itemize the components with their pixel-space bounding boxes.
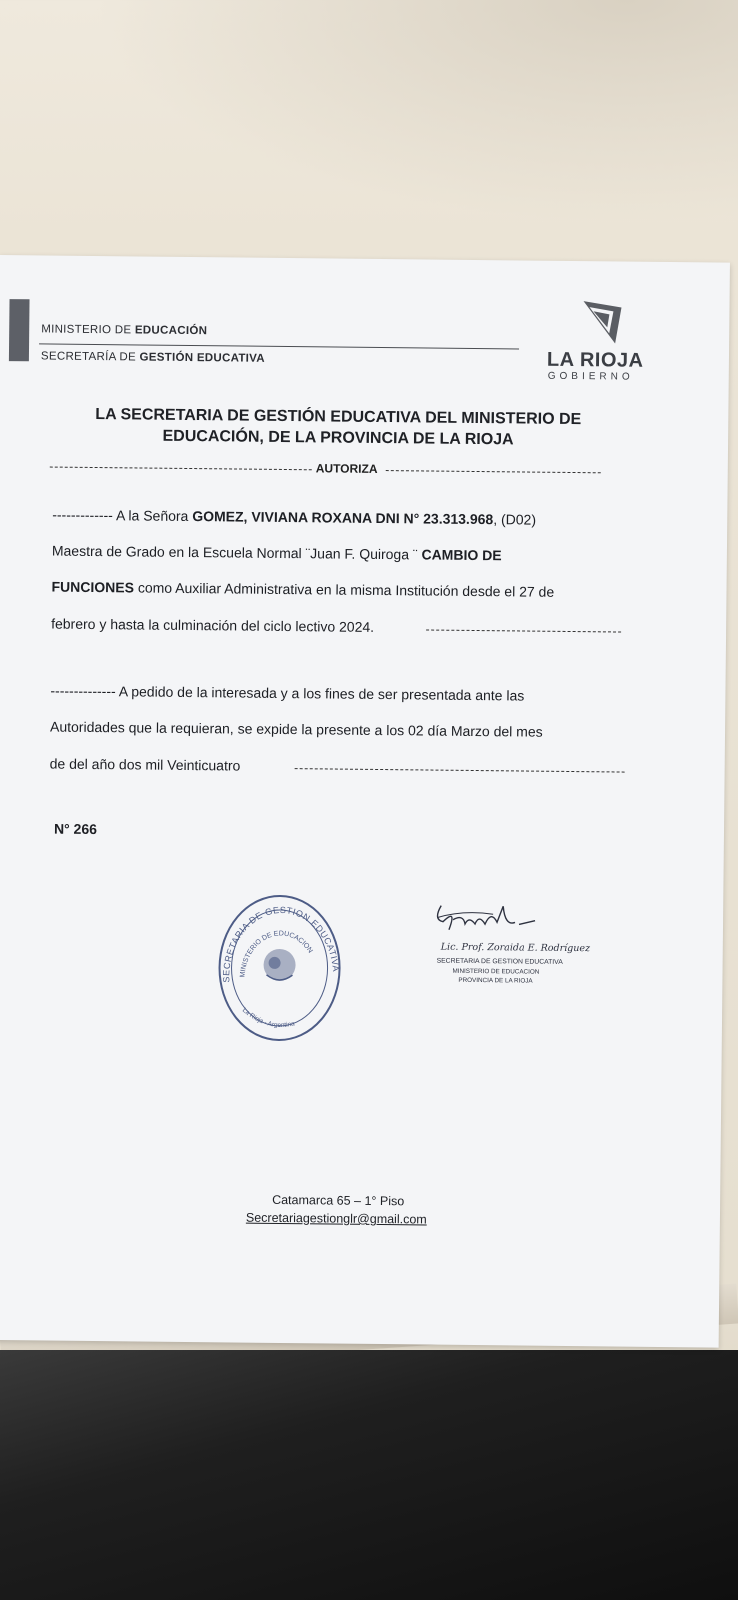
- seal-inner-text: MINISTERIO DE EDUCACION: [239, 930, 314, 978]
- body-line: -------------- A pedido de la interesada y a los fines de ser presentada ante las: [50, 682, 525, 704]
- la-rioja-logo: [546, 299, 668, 383]
- document-heading: [58, 404, 618, 452]
- rioja-emblem-icon: [581, 299, 623, 345]
- heading-line-1: LA SECRETARIA DE GESTIÓN EDUCATIVA DEL MINISTERIO DE: [95, 406, 582, 429]
- letterhead-rule: [39, 343, 519, 349]
- seal-outer-text: SECRETARIA DE GESTION EDUCATIVA: [221, 904, 342, 983]
- handwritten-signature: [423, 899, 543, 944]
- footer-email[interactable]: Secretariagestionglr@gmail.com: [245, 1210, 427, 1227]
- letterhead-bar: [9, 299, 30, 361]
- divider-dashes-left: [50, 467, 312, 471]
- dark-surface: [0, 1350, 738, 1600]
- signature-block: [422, 899, 593, 1001]
- ministry-line: MINISTERIO DE EDUCACIÓN: [41, 323, 208, 338]
- divider-dashes-right: [386, 470, 601, 473]
- body-line: FUNCIONES como Auxiliar Administrativa en la misma Institución desde el 27 de: [51, 578, 555, 600]
- signer-ministry: MINISTERIO DE EDUCACION: [452, 967, 540, 976]
- fill-dashes: [295, 768, 625, 772]
- seal-bottom-text: La Rioja - Argentina: [240, 1006, 296, 1030]
- document-number: N° 266: [53, 820, 98, 838]
- svg-text:La Rioja - Argentina: [241, 1007, 296, 1029]
- signer-name: Lic. Prof. Zoraida E. Rodríguez: [440, 941, 591, 955]
- body-line: Autoridades que la requieran, se expide la presente a los 02 día Marzo del mes: [49, 718, 543, 740]
- autoriza-label: AUTORIZA: [315, 461, 378, 476]
- document-page: [0, 255, 730, 1348]
- footer-address: Catamarca 65 – 1° Piso: [272, 1192, 405, 1209]
- body-line: Maestra de Grado en la Escuela Normal ¨Juan F. Quiroga ¨ CAMBIO DE: [51, 542, 502, 564]
- body-line: febrero y hasta la culminación del ciclo lectivo 2024.: [51, 615, 375, 635]
- logo-title: LA RIOJA: [546, 348, 644, 372]
- official-seal-icon: [214, 892, 346, 1043]
- body-line: ------------- A la Señora GOMEZ, VIVIANA ROXANA DNI N° 23.313.968, (D02): [52, 506, 537, 528]
- heading-line-2: EDUCACIÓN, DE LA PROVINCIA DE LA RIOJA: [162, 427, 514, 449]
- signer-title: SECRETARIA DE GESTION EDUCATIVA: [436, 957, 563, 966]
- background-desk: [0, 0, 738, 260]
- signer-province: PROVINCIA DE LA RIOJA: [458, 976, 533, 985]
- body-line: de del año dos mil Veinticuatro: [49, 755, 241, 774]
- logo-subtitle: GOBIERNO: [547, 370, 634, 383]
- secretariat-line: SECRETARÍA DE GESTIÓN EDUCATIVA: [40, 350, 266, 365]
- fill-dashes: [426, 629, 621, 632]
